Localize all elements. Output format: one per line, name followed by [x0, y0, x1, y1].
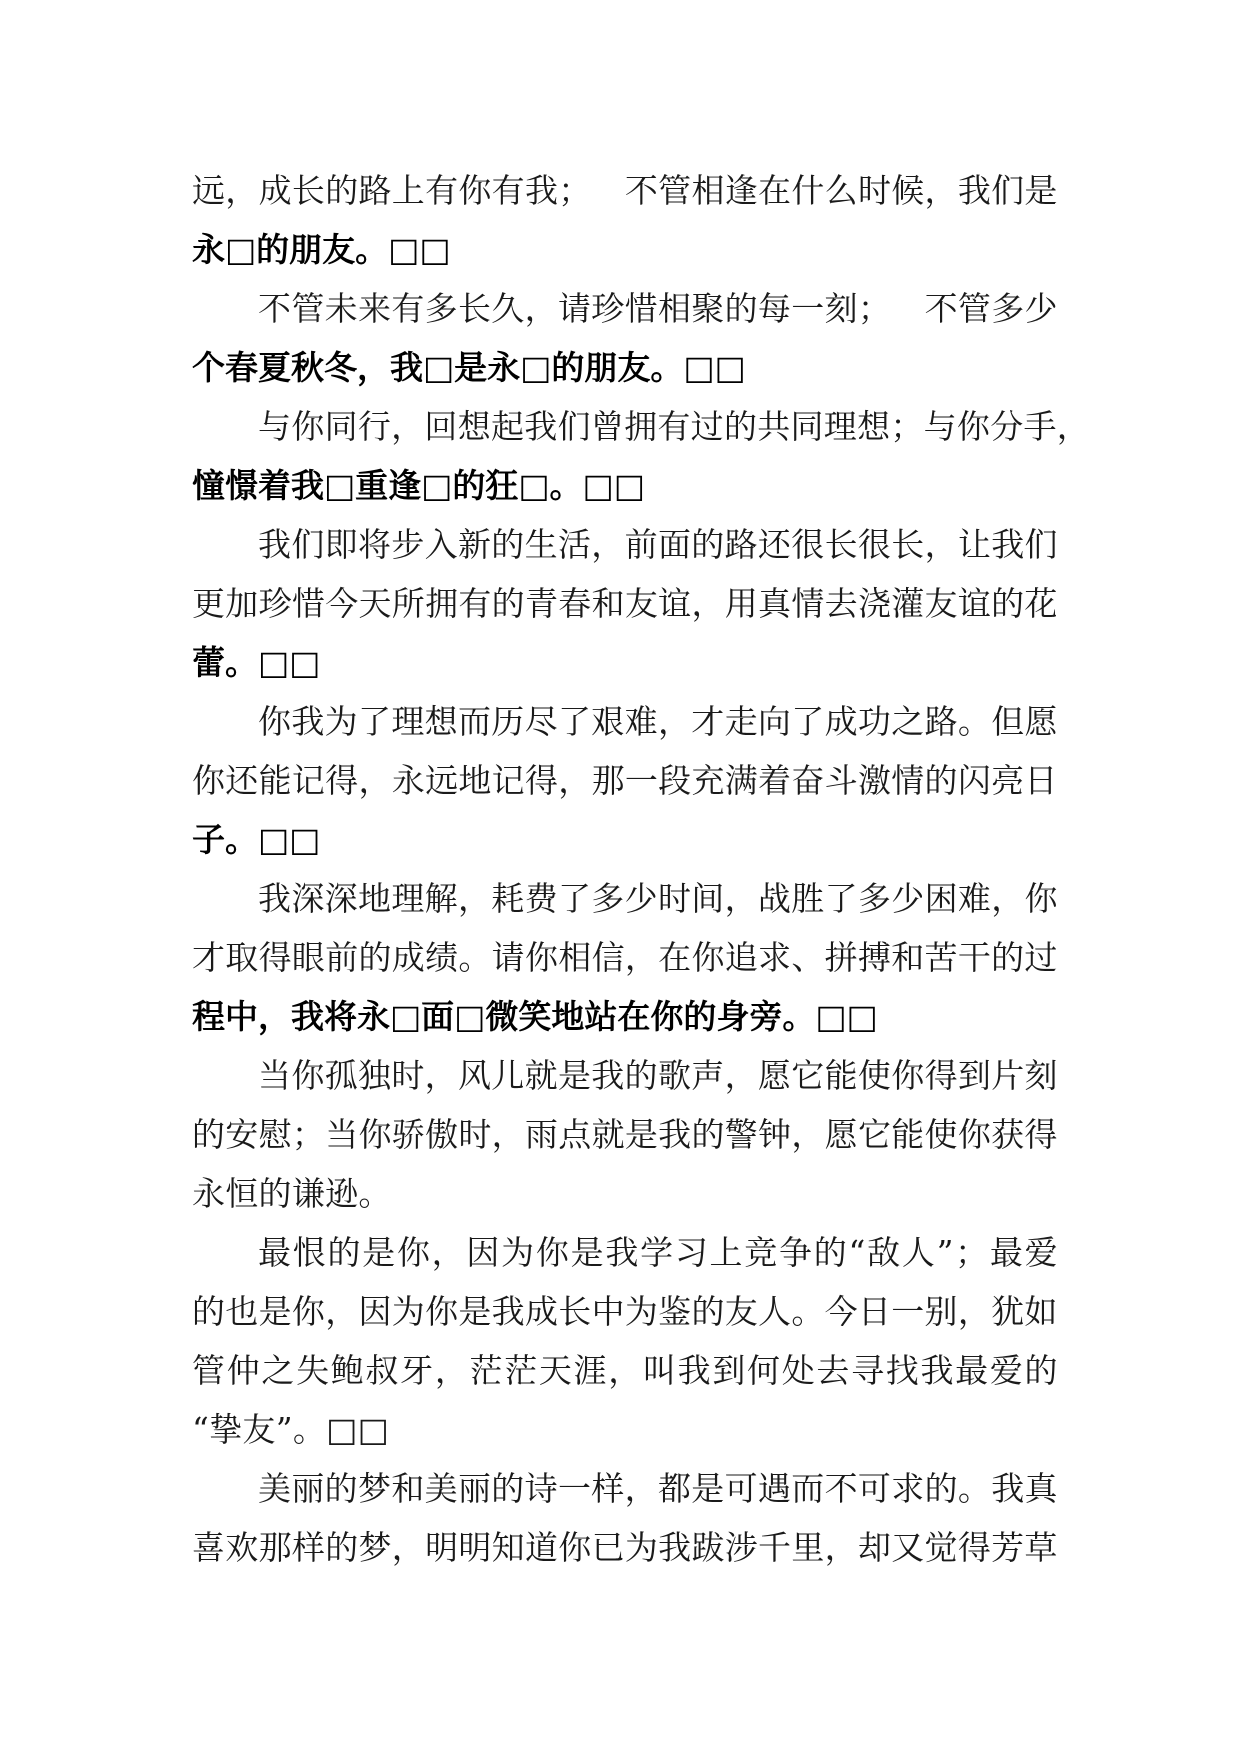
text-line: 永□的朋友。□□: [192, 230, 451, 269]
text-line: 憧憬着我□重逢□的狂□。□□: [192, 466, 645, 505]
text-line: 不 管 未 来 有 多 长 久 ， 请 珍 惜 相 聚 的 每 一 刻 ； 不 管 多 少: [258, 289, 1058, 328]
text-line: 更 加 珍 惜 今 天 所 拥 有 的 青 春 和 友 谊 ， 用 真 情 去 浇 灌 友 谊 的 花: [192, 584, 1058, 623]
text-line: 喜 欢 那 样 的 梦 ， 明 明 知 道 你 已 为 我 跋 涉 千 里 ， 却 又 觉 得 芳 草: [192, 1528, 1058, 1567]
text-line: 子。□□: [192, 820, 321, 859]
text-line: 你 还 能 记 得 ， 永 远 地 记 得 ， 那 一 段 充 满 着 奋 斗 激 情 的 闪 亮 日: [192, 761, 1058, 800]
document-body: [192, 161, 1091, 1577]
text-line: 美 丽 的 梦 和 美 丽 的 诗 一 样 ， 都 是 可 遇 而 不 可 求 的 。 我 真: [258, 1469, 1058, 1508]
text-line: 你 我 为 了 理 想 而 历 尽 了 艰 难 ， 才 走 向 了 成 功 之 路 。 但 愿: [258, 702, 1058, 741]
text-line: 远 ， 成 长 的 路 上 有 你 有 我 ； 不 管 相 逢 在 什 么 时 候 ， 我 们 是: [192, 171, 1058, 210]
text-line: 当 你 孤 独 时 ， 风 儿 就 是 我 的 歌 声 ， 愿 它 能 使 你 得 到 片 刻: [258, 1056, 1058, 1095]
text-line: 永恒的谦逊。: [192, 1174, 392, 1213]
text-line: 最 恨 的 是 你 ， 因 为 你 是 我 学 习 上 竞 争 的 “ 敌 人 ” ； 最 爱: [258, 1233, 1058, 1272]
text-line: 的 也 是 你 ， 因 为 你 是 我 成 长 中 为 鉴 的 友 人 。 今 日 一 别 ， 犹 如: [192, 1292, 1058, 1331]
text-line: “挚友”。□□: [192, 1410, 390, 1449]
text-line: 才 取 得 眼 前 的 成 绩 。 请 你 相 信 ， 在 你 追 求 、 拼 搏 和 苦 干 的 过: [192, 938, 1058, 977]
text-line: 我 深 深 地 理 解 ， 耗 费 了 多 少 时 间 ， 战 胜 了 多 少 困 难 ， 你: [258, 879, 1058, 918]
text-line: 程中，我将永□面□微笑地站在你的身旁。□□: [192, 997, 878, 1036]
text-line: 个春夏秋冬，我□是永□的朋友。□□: [192, 348, 746, 387]
text-line: 我 们 即 将 步 入 新 的 生 活 ， 前 面 的 路 还 很 长 很 长 ， 让 我 们: [258, 525, 1058, 564]
text-line: 管 仲 之 失 鲍 叔 牙 ， 茫 茫 天 涯 ， 叫 我 到 何 处 去 寻 找 我 最 爱 的: [192, 1351, 1058, 1390]
text-line: 蕾。□□: [192, 643, 321, 682]
text-line: 的 安 慰 ； 当 你 骄 傲 时 ， 雨 点 就 是 我 的 警 钟 ， 愿 它 能 使 你 获 得: [192, 1115, 1058, 1154]
text-line: 与 你 同 行 ， 回 想 起 我 们 曾 拥 有 过 的 共 同 理 想 ； 与 你 分 手 ，: [258, 407, 1091, 446]
